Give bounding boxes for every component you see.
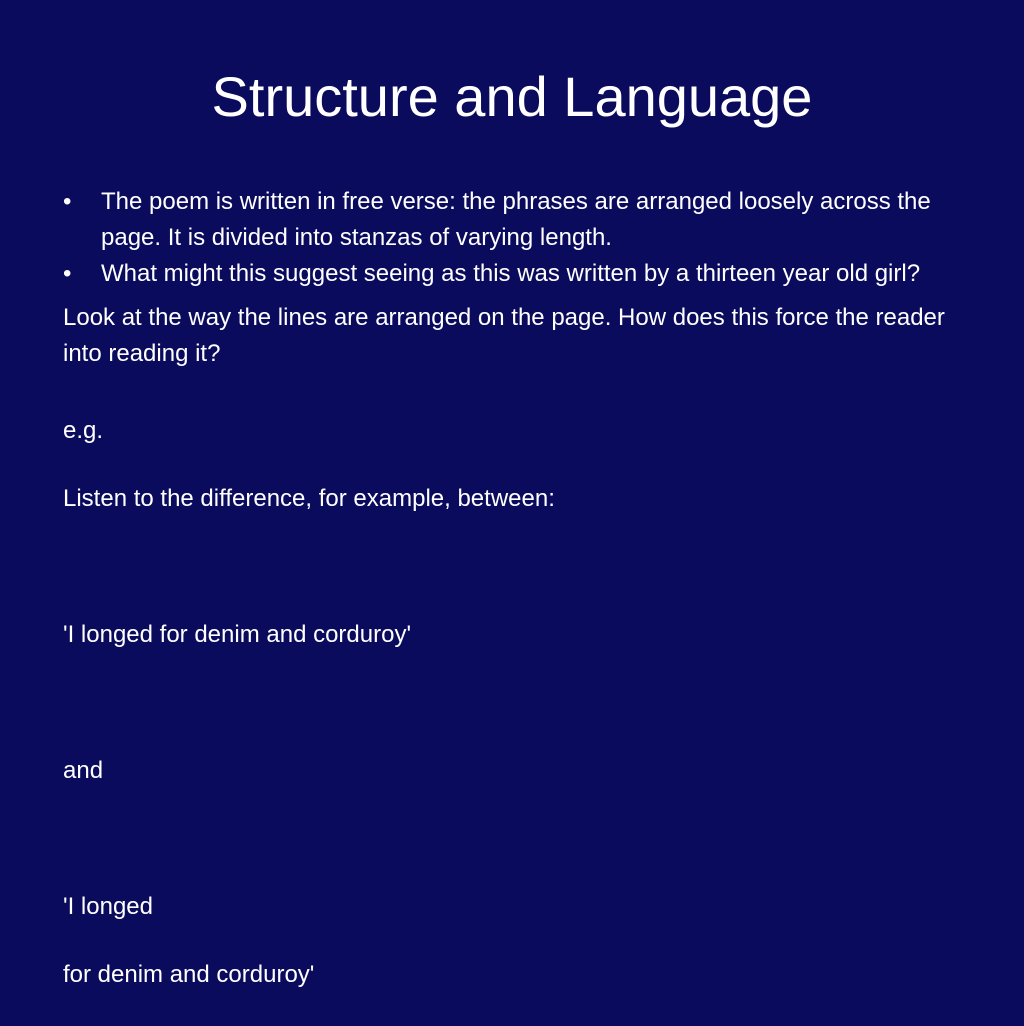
example-line: 'I longed for denim and corduroy' xyxy=(63,621,412,648)
bullet-list xyxy=(63,184,963,292)
bullet-item xyxy=(63,256,963,292)
bullet-icon: • xyxy=(63,188,72,215)
example-block xyxy=(63,380,963,1026)
example-line xyxy=(63,686,963,720)
example-line: e.g. xyxy=(63,417,104,444)
bullet-text: The poem is written in free verse: the phrases are arranged loosely across the page. It is divided into stanzas of varying length. xyxy=(101,188,931,251)
example-line xyxy=(63,550,963,584)
example-line xyxy=(63,822,963,856)
bullet-icon: • xyxy=(63,260,72,287)
bullet-text: What might this suggest seeing as this was written by a thirteen year old girl? xyxy=(101,260,921,287)
example-line: and xyxy=(63,757,104,784)
example-line: 'I longed xyxy=(63,893,153,920)
example-line: Listen to the difference, for example, between: xyxy=(63,485,555,512)
slide-body xyxy=(63,184,963,1026)
question-paragraph: Look at the way the lines are arranged on the page. How does this force the reader into reading it? xyxy=(63,304,945,367)
example-line: for denim and corduroy' xyxy=(63,961,315,988)
bullet-item xyxy=(63,184,963,256)
slide-title: Structure and Language xyxy=(211,65,813,128)
